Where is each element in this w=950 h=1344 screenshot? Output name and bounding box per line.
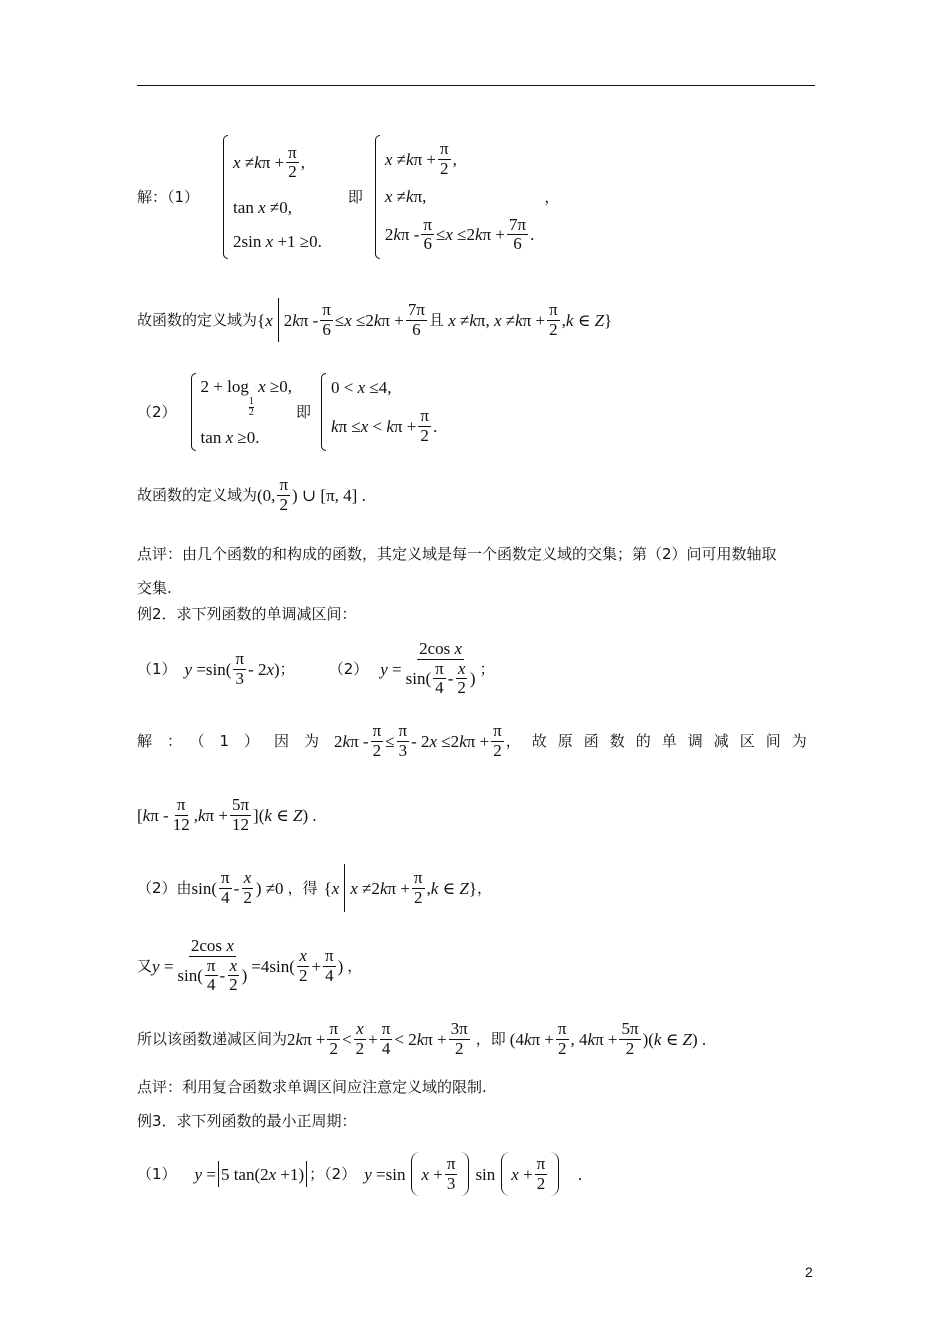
example-2-identity: 又 y = 2cos x sin( $\frac{\pi}{4}$ - $\frac{x}{2}$ ) =4sin( $\frac{x}{2}$ + $\frac{\pi}{4}$ ) ， xyxy=(137,936,363,995)
solution-1: 解：（1） x ≠ k π + $\frac{\pi}{2}$ , tan x ≠0, 2sin x +1 ≥0. 即 x ≠ k π + $\frac{\pi}{2}$ , x ≠kπ, 2 k π - $\frac{\pi}{6}$ ≤ x ≤2 k π + $\frac{7\pi}{6}$ . ， xyxy=(137,135,559,259)
solution-2: （2） 2 + log $\frac{1}{2}$ x ≥0, tan x ≥0. 即 0 < x ≤4, k π ≤ x < k π + $\frac{\pi}{2}$ . xyxy=(137,373,437,451)
comment-2: 点评：利用复合函数求单调区间应注意定义域的限制. xyxy=(137,1078,487,1096)
page-number: 2 xyxy=(805,1264,813,1280)
header-rule xyxy=(137,85,815,86)
example-2-interval-1: [ k π - $\frac{\pi}{12}$ , k π + $\frac{5\pi}{12}$ ]( k ∈ Z ) . xyxy=(137,795,317,834)
example-2-title: 例2．求下列函数的单调减区间： xyxy=(137,605,357,623)
example-3-problems: （1） y = 5 tan(2 x +1) ；（2） y =sin x + $\frac{\pi}{3}$ sin x + $\frac{\pi}{2}$ . xyxy=(137,1152,582,1196)
solution-1-label: 解：（1） xyxy=(137,187,200,206)
comment-1: 点评：由几个函数的和构成的函数，其定义域是每一个函数定义域的交集；第（2）问可用数轴取 交集. xyxy=(137,545,777,597)
example-3-title: 例3．求下列函数的最小正周期： xyxy=(137,1112,357,1130)
example-2-interval-2: 所以该函数递减区间为 2 k π + $\frac{\pi}{2}$ < $\frac{x}{2}$ + $\frac{\pi}{4}$ < 2 k π + $\frac{3\pi}{2}$ ，即 (4 k π + $\frac{\pi}{2}$ , 4 k π + $\frac{5\pi}{2}$ )( k ∈ Z ) . xyxy=(137,1019,707,1058)
domain-2: 故函数的定义域为 (0, $\frac{\pi}{2}$ ) ∪ [π, 4] . xyxy=(137,475,366,514)
example-2-solution-2: （2）由 sin( $\frac{\pi}{4}$ - $\frac{x}{2}$ ) ≠0 ，得 { x x ≠2 k π + $\frac{\pi}{2}$ , k ∈ Z } ， xyxy=(137,864,492,912)
domain-1: 故函数的定义域为 { x 2 k π - $\frac{\pi}{6}$ ≤ x ≤2 k π + $\frac{7\pi}{6}$ 且 x ≠ k π, x ≠ k π + $\frac{\pi}{2}$ , k ∈ Z } xyxy=(137,298,612,342)
example-2-solution-1: 解：（1）因为 2 k π - $\frac{\pi}{2}$ ≤ $\frac{\pi}{3}$ - 2 x ≤2 k π + $\frac{\pi}{2}$ ，故原函数的单调减区间为 xyxy=(137,721,818,760)
example-2-problems: （1） y =sin( $\frac{\pi}{3}$ - 2 x ) ； （2） y = 2cos x sin( $\frac{\pi}{4}$ - $\frac{x}{2}$ ) ； xyxy=(137,639,495,698)
